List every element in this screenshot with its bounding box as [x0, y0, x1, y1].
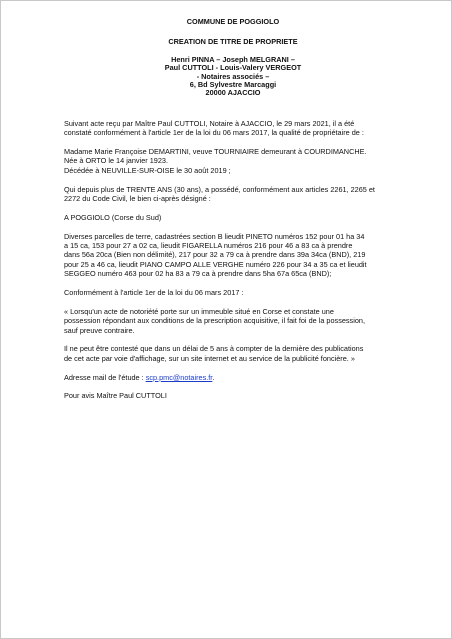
address-line: - Notaires associés –	[196, 71, 270, 81]
paragraph-mail: Adresse mail de l'étude : scp.pmc@notaires.fr.	[64, 372, 215, 382]
address-line: Paul CUTTOLI - Louis-Valery VERGEOT	[164, 63, 302, 73]
paragraph-owner: Madame Marie Françoise DEMARTINI, veuve TOURNIAIRE demeurant à COURDIMANCHE. Née à ORTO le 14 janvier 1923. Décédée à NEUVILLE-SUR-OISE le 30 août 2019 ;	[64, 147, 367, 175]
paragraph-parcels: Diverses parcelles de terre, cadastrées section B lieudit PINETO numéros 152 pour 01 ha 34 a 15 ca, 153 pour 27 a 02 ca, lieudit FIGARELLA numéros 216 pour 46 a 83 ca à prendre dans 56a 20ca (Bien non délimité), 217 pour 32 a 79 ca à prendre dans 39a 34ca (BND), 219 pour 25 a 46 ca, lieudit PIANO CAMPO ALLE VERGHE numéro 226 pour 34 a 35 ca et lieudit SEGGEO numéro 463 pour 02 ha 83 a 79 ca à prendre dans 5ha 67a 65ca (BND);	[64, 231, 367, 279]
mail-link[interactable]: scp.pmc@notaires.fr	[145, 372, 213, 382]
paragraph-possession: Qui depuis plus de TRENTE ANS (30 ans), a possédé, conformément aux articles 2261, 2265 et 2272 du Code Civil, le bien ci-après désigné :	[64, 184, 375, 204]
paragraph-closing: Pour avis Maître Paul CUTTOLI	[64, 391, 167, 401]
paragraph-act-statement: Suivant acte reçu par Maître Paul CUTTOLI, Notaire à AJACCIO, le 29 mars 2021, il a été constaté conformément à l'article 1er de la loi du 06 mars 2017, la qualité de propriétaire de :	[64, 118, 364, 138]
address-line: 6, Bd Sylvestre Marcaggi	[189, 80, 277, 90]
document-content	[64, 17, 402, 410]
document-title: COMMUNE DE POGGIOLO	[186, 17, 280, 26]
address-line: Henri PINNA – Joseph MELGRANI –	[171, 54, 295, 64]
paragraph-quote-2: Il ne peut être contesté que dans un délai de 5 ans à compter de la dernière des publications de cet acte par voie d'affichage, sur un site internet et au service de la publicité foncière. »	[64, 344, 364, 363]
paragraph-law-reference: Conformément à l'article 1er de la loi du 06 mars 2017 :	[64, 288, 244, 298]
mail-label: Adresse mail de l'étude :	[64, 372, 146, 382]
document-subtitle: CREATION DE TITRE DE PROPRIETE	[168, 37, 298, 47]
paragraph-quote-1: « Lorsqu'un acte de notoriété porte sur un immeuble situé en Corse et constate une possession répondant aux conditions de la prescription acquisitive, il fait foi de la possession, sauf preuve contraire.	[64, 306, 365, 335]
address-line: 20000 AJACCIO	[205, 88, 261, 98]
paragraph-location: A POGGIOLO (Corse du Sud)	[64, 212, 162, 222]
notary-address-block	[64, 56, 402, 98]
